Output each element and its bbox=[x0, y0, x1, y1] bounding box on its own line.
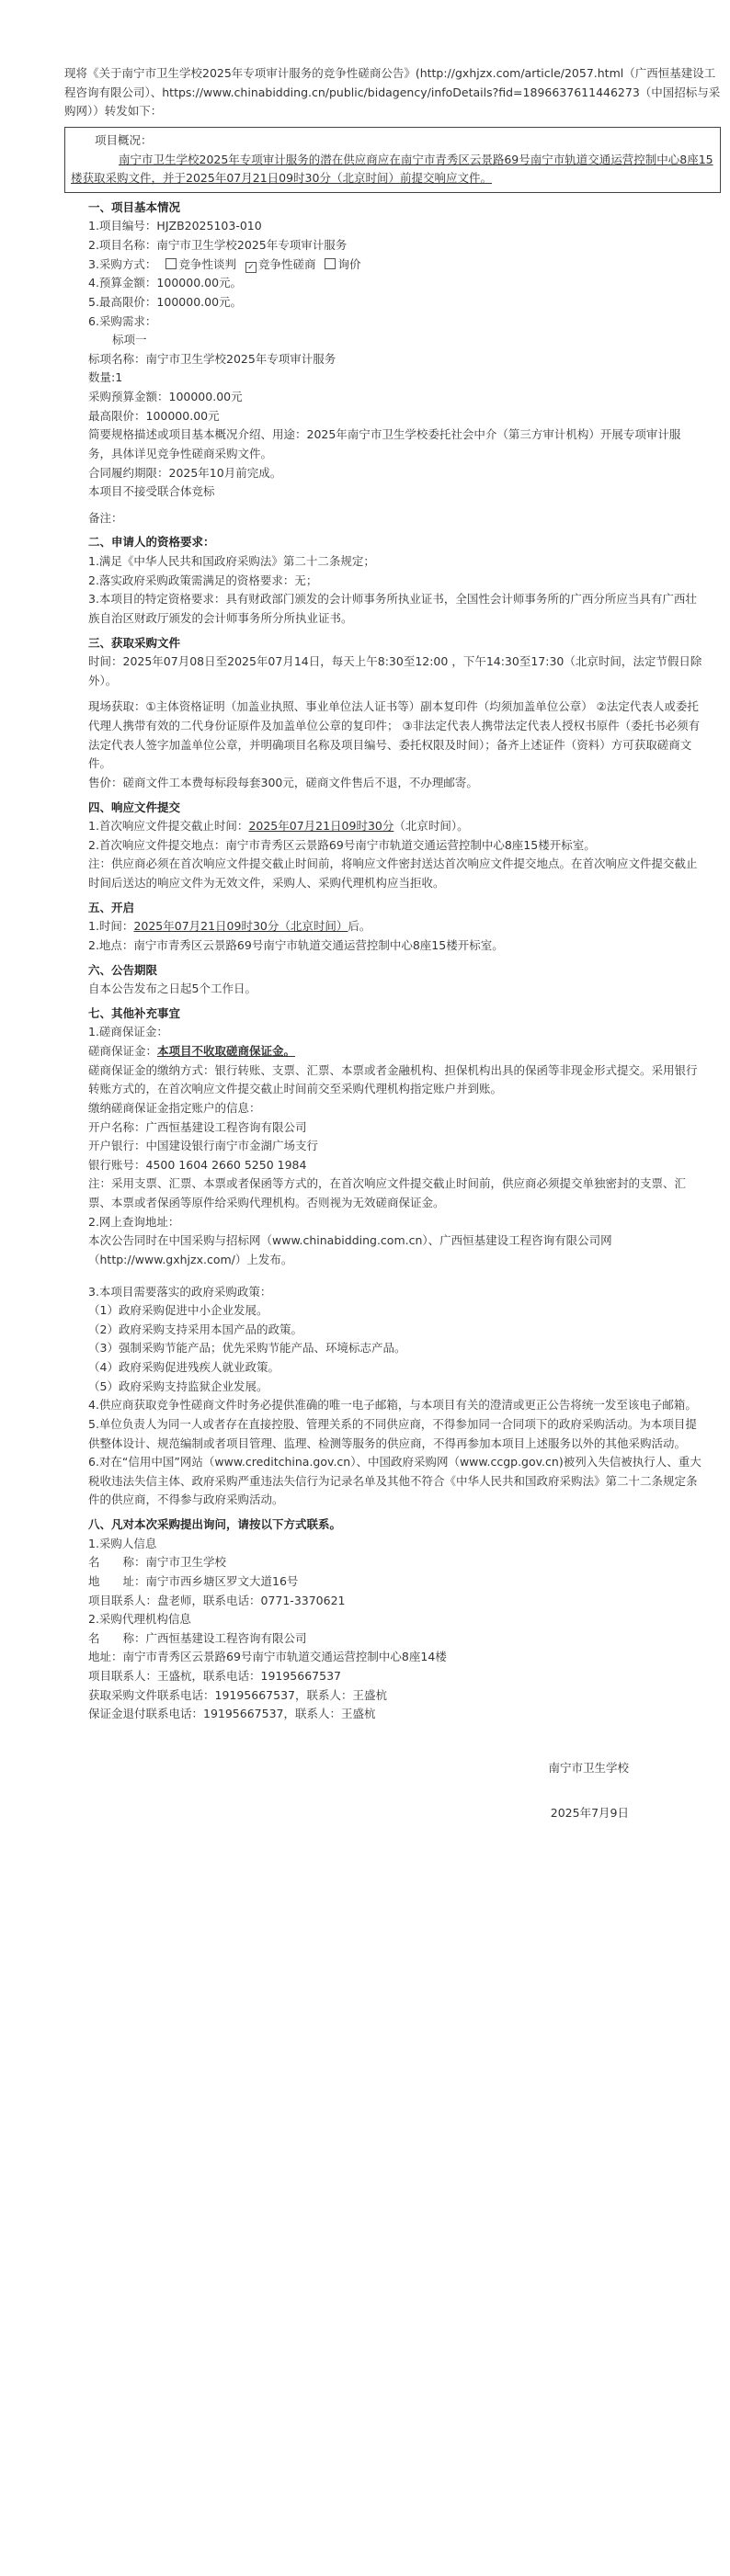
policy-item: （3）强制采购节能产品；优先采购节能产品、环境标志产品。 bbox=[88, 1341, 406, 1356]
section8-heading: 八、凡对本次采购提出询问，请按以下方式联系。 bbox=[88, 1517, 342, 1531]
signature-org: 南宁市卫生学校 bbox=[548, 1760, 629, 1775]
account-title: 缴纳磋商保证金指定账户的信息： bbox=[88, 1100, 261, 1115]
obtain-time: 时间：2025年07月08日至2025年07月14日，每天上午8:30至12:00 ，下午14:30至17:30（北京时间，法定节假日除外）。 bbox=[88, 654, 702, 687]
account-bank: 开户银行：中国建设银行南宁市金湖广场支行 bbox=[88, 1139, 319, 1153]
related-supplier-rule: 5.单位负责人为同一人或者存在直接控股、管理关系的不同供应商，不得参加同一合同项下的政府采购活动。为本项目提供整体设计、规范编制或者项目管理、监理、检测等服务的供应商，不得再参加本项目上述服务以外的其他采购活动。 bbox=[88, 1416, 697, 1450]
deposit-statement bbox=[64, 1042, 702, 1061]
needs-label: 6.采购需求： bbox=[88, 313, 157, 328]
signature-date: 2025年7月9日 bbox=[550, 1805, 629, 1820]
summary-text-1: 南宁市卫生学校2025年专项审计服务的潜在供应商应在 bbox=[119, 152, 401, 166]
policy-item: （1）政府采购促进中小企业发展。 bbox=[88, 1303, 268, 1318]
deposit-detail: 磋商保证金的缴纳方式：银行转账、支票、汇票、本票或者金融机构、担保机构出具的保函等非现金形式提交。采用银行转账方式的，在首次响应文件提交截止时间前交至采购代理机构指定账户并到账。 bbox=[88, 1062, 698, 1096]
lot-max-price: 最高限价：100000.00元 bbox=[88, 408, 220, 423]
qualification-1: 1.满足《中华人民共和国政府采购法》第二十二条规定； bbox=[88, 554, 375, 568]
email-requirement: 4.供应商获取竞争性磋商文件时务必提供准确的唯一电子邮箱，与本项目有关的澄清或更正公告将统一发至该电子邮箱。 bbox=[88, 1398, 697, 1413]
intro-text: 现将《关于南宁市卫生学校2025年专项审计服务的竞争性磋商公告》(http://gxhjzx.com/article/2057.html（广西恒基建设工程咨询有限公司）、https://www.chinabidding.cn/public/bidagency/infoDetails?fid=1896637611446273（中国招标与采购网））转发如下： bbox=[64, 66, 721, 119]
account-name: 开户名称：广西恒基建设工程咨询有限公司 bbox=[88, 1119, 307, 1134]
opening-time-value: 2025年07月21日09时30分（北京时间） bbox=[133, 919, 348, 934]
agency-address: 地址：南宁市青秀区云景路69号南宁市轨道交通运营控制中心8座14楼 bbox=[88, 1650, 447, 1664]
opening-place: 2.地点：南宁市青秀区云景路69号南宁市轨道交通运营控制中心8座15楼开标室。 bbox=[88, 937, 504, 952]
contract-period: 合同履约期限：2025年10月前完成。 bbox=[88, 465, 282, 480]
policy-label: 3.本项目需要落实的政府采购政策： bbox=[88, 1284, 272, 1299]
announcement-period: 自本公告发布之日起5个工作日。 bbox=[88, 982, 257, 996]
submission-note: 注：供应商必须在首次响应文件提交截止时间前，将响应文件密封送达首次响应文件提交地点。在首次响应文件提交截止时间后送达的响应文件为无效文件，采购人、采购代理机构应当拒收。 bbox=[88, 857, 698, 890]
method-option-1: 竞争性谈判 bbox=[178, 256, 236, 271]
checkbox-icon bbox=[165, 258, 177, 269]
summary-title: 项目概况： bbox=[95, 132, 153, 147]
submission-deadline bbox=[64, 817, 702, 836]
method-option-2: 竞争性磋商 bbox=[257, 256, 316, 271]
deposit-prefix: 磋商保证金： bbox=[88, 1044, 158, 1058]
qualification-2: 2.落实政府采购政策需满足的资格要求：无； bbox=[88, 573, 318, 587]
account-note: 注：采用支票、汇票、本票或者保函等方式的，在首次响应文件提交截止时间前，供应商必须提交单独密封的支票、汇票、本票或者保函等原件给采购代理机构。否则视为无效磋商保证金。 bbox=[88, 1176, 687, 1209]
summary-text bbox=[71, 151, 714, 188]
opening-time-prefix: 1.时间： bbox=[88, 919, 134, 934]
credit-rule: 6.对在“信用中国”网站（www.creditchina.gov.cn）、中国政府采购网（www.ccgp.gov.cn)被列入失信被执行人、重大税收违法失信主体、政府采购严重违法失信行为记录名单及其他不符合《中华人民共和国政府采购法》第二十二条规定条件的供应商，不得参与政府采购活动。 bbox=[88, 1455, 701, 1507]
document-price: 售价：磋商文件工本费每标段每套300元，磋商文件售后不退，不办理邮寄。 bbox=[88, 775, 478, 789]
method-label: 3.采购方式： bbox=[88, 256, 157, 271]
project-summary-box bbox=[64, 127, 721, 193]
qualification-3: 3.本项目的特定资格要求：具有财政部门颁发的会计师事务所执业证书，全国性会计师事务所的广西分所应当具有广西壮族自治区财政厅颁发的会计师事务所分所执业证书。 bbox=[88, 592, 697, 625]
procurement-method bbox=[64, 255, 702, 275]
summary-address: 南宁市青秀区云景路69号南宁市轨道交通运营控制中心8座15楼 bbox=[71, 152, 713, 186]
method-option-3: 询价 bbox=[337, 256, 361, 271]
deadline-value: 2025年07月21日09时30分 bbox=[248, 819, 394, 834]
lot-name: 标项名称：南宁市卫生学校2025年专项审计服务 bbox=[88, 351, 336, 366]
agency-name: 名 称：广西恒基建设工程咨询有限公司 bbox=[88, 1630, 307, 1645]
budget-amount: 4.预算金额：100000.00元。 bbox=[88, 276, 243, 290]
section6-heading: 六、公告期限 bbox=[88, 962, 158, 977]
buyer-label: 1.采购人信息 bbox=[88, 1536, 157, 1550]
summary-text-3: 前提交响应文件。 bbox=[399, 171, 492, 186]
opening-time-suffix: 后。 bbox=[348, 919, 371, 934]
project-name: 2.项目名称：南宁市卫生学校2025年专项审计服务 bbox=[88, 238, 348, 252]
obtain-method: 現场获取：①主体资格证明（加盖业执照、事业单位法人证书等）副本复印件（均须加盖单位公章） ②法定代表人或委托代理人携带有效的二代身份证原件及加盖单位公章的复印件； ③非法定代表人携带法定代表人授权书原件（委托书必须有法定代表人签字加盖单位公章，并明确项目名称及项目编号、委托权限及时间）；备齐上述证件（资料）方可获取磋商文件。 bbox=[88, 699, 701, 771]
deadline-prefix: 1.首次响应文件提交截止时间： bbox=[88, 819, 249, 834]
lot-label: 标项一 bbox=[112, 333, 147, 347]
section3-heading: 三、获取采购文件 bbox=[88, 635, 181, 650]
deadline-suffix: （北京时间）。 bbox=[394, 819, 469, 834]
query-text: 本次公告同时在中国采购与招标网（www.chinabidding.com.cn）、广西恒基建设工程咨询有限公司网（http://www.gxhjzx.com/）上发布。 bbox=[88, 1233, 612, 1266]
section5-heading: 五、开启 bbox=[88, 900, 135, 914]
lot-quantity: 数量:1 bbox=[88, 370, 123, 385]
policy-item: （2）政府采购支持采用本国产品的政策。 bbox=[88, 1322, 302, 1336]
deposit-refund-contact: 保证金退付联系电话：19195667537，联系人：王盛杭 bbox=[88, 1707, 376, 1721]
buyer-name: 名 称：南宁市卫生学校 bbox=[88, 1555, 227, 1570]
policy-item: （4）政府采购促进残疾人就业政策。 bbox=[88, 1360, 279, 1374]
checked-checkbox-icon: ✓ bbox=[245, 262, 257, 273]
account-number: 银行账号：4500 1604 2660 5250 1984 bbox=[88, 1157, 307, 1172]
buyer-contact: 项目联系人：盘老师，联系电话：0771-3370621 bbox=[88, 1593, 346, 1607]
deposit-value: 本项目不收取磋商保证金。 bbox=[157, 1044, 296, 1058]
section2-heading: 二、申请人的资格要求： bbox=[88, 535, 215, 550]
query-label: 2.网上查询地址： bbox=[88, 1214, 180, 1229]
lot-description: 简要规格描述或项目基本概况介绍、用途：2025年南宁市卫生学校委托社会中介（第三方审计机构）开展专项审计服务，具体详见竞争性磋商采购文件。 bbox=[88, 427, 681, 460]
checkbox-icon bbox=[325, 258, 336, 269]
project-no: 1.项目编号：HJZB2025103-010 bbox=[88, 219, 262, 233]
section1-heading: 一、项目基本情况 bbox=[88, 199, 181, 214]
max-price: 5.最高限价：100000.00元。 bbox=[88, 294, 243, 309]
opening-time bbox=[64, 917, 702, 936]
buyer-address: 地 址：南宁市西乡塘区罗文大道16号 bbox=[88, 1573, 299, 1588]
no-consortium: 本项目不接受联合体竞标 bbox=[88, 484, 215, 499]
agency-contact: 项目联系人：王盛杭，联系电话：19195667537 bbox=[88, 1669, 341, 1683]
remark: 备注： bbox=[88, 510, 123, 525]
policy-item: （5）政府采购支持监狱企业发展。 bbox=[88, 1379, 268, 1393]
summary-deadline: 2025年07月21日09时30分（北京时间） bbox=[186, 171, 400, 186]
submission-place: 2.首次响应文件提交地点：南宁市青秀区云景路69号南宁市轨道交通运营控制中心8座15楼开标室。 bbox=[88, 837, 596, 852]
summary-text-2: 获取采购文件，并于 bbox=[82, 171, 187, 186]
section7-heading: 七、其他补充事宜 bbox=[88, 1005, 181, 1020]
document-contact: 获取采购文件联系电话：19195667537，联系人：王盛杭 bbox=[88, 1687, 387, 1702]
deposit-label: 1.磋商保证金： bbox=[88, 1025, 168, 1039]
section4-heading: 四、响应文件提交 bbox=[88, 800, 181, 814]
agency-label: 2.采购代理机构信息 bbox=[88, 1612, 191, 1627]
lot-budget: 采购预算金额：100000.00元 bbox=[88, 390, 243, 403]
